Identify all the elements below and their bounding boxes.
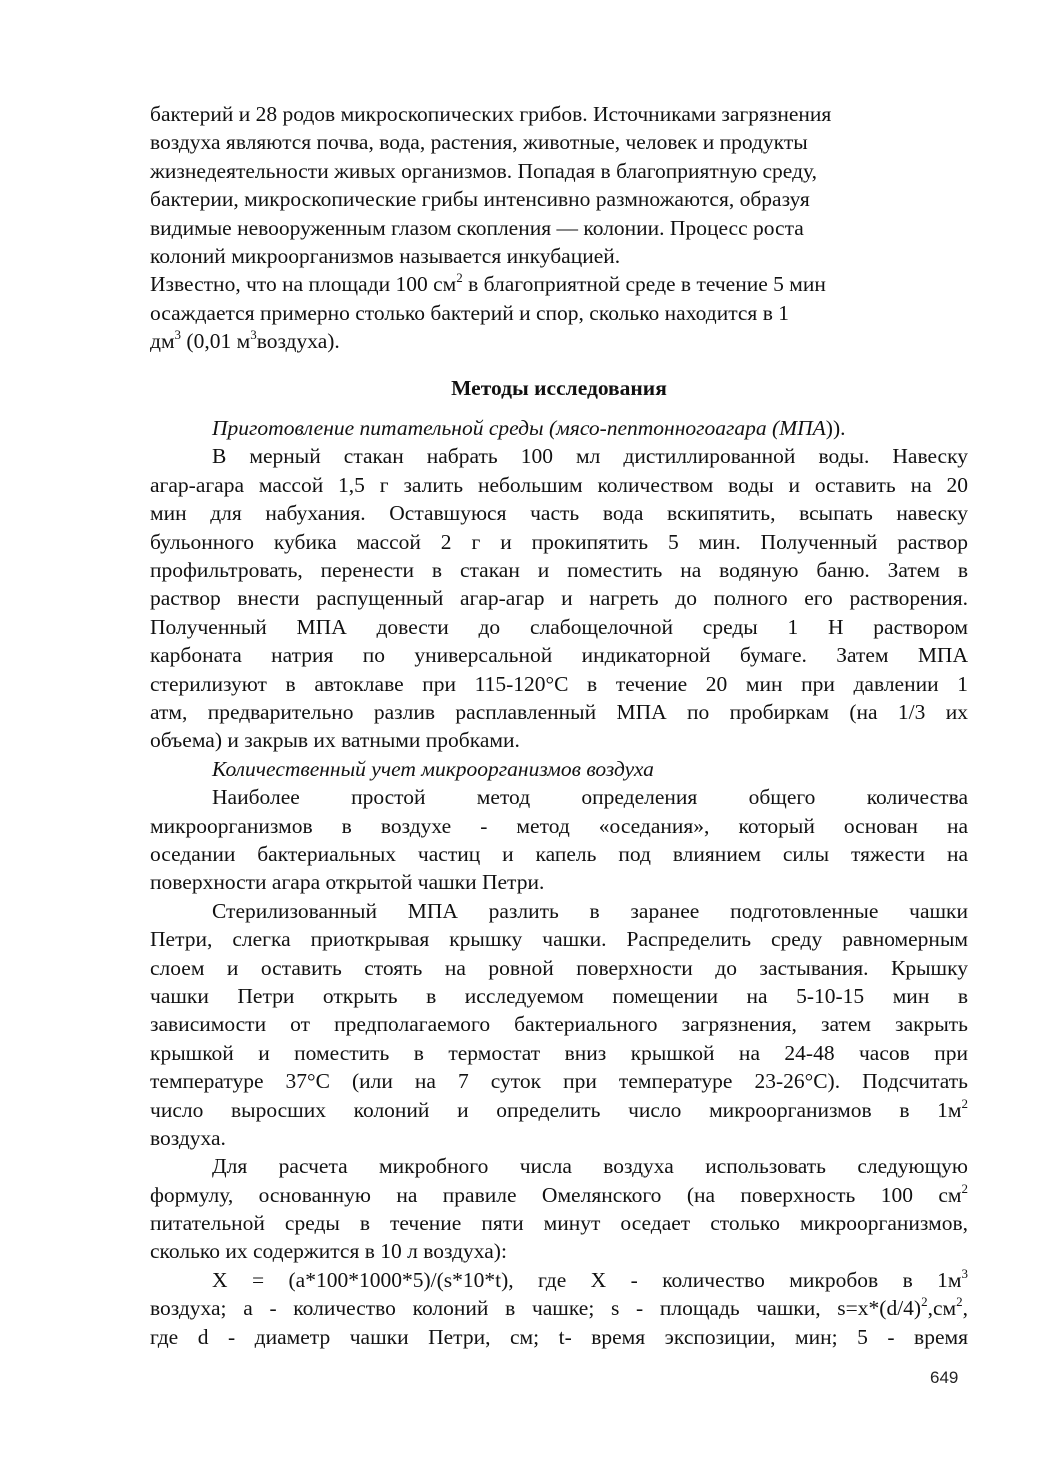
text-fragment: дм: [150, 329, 175, 354]
text-fragment: )).: [825, 416, 846, 441]
text-fragment: ,см: [927, 1296, 957, 1321]
text-line: колоний микроорганизмов называется инкубацией.: [150, 244, 621, 269]
justified-line: слоем и оставить стоять на ровной поверхности до застывания. Крышку: [150, 955, 968, 980]
justified-line: температуре 37°С (или на 7 суток при температуре 23-26°С). Подсчитать: [150, 1069, 968, 1094]
page-body: [150, 100, 968, 1351]
justified-line: Для расчета микробного числа воздуха использовать следующую: [212, 1154, 968, 1179]
superscript: 3: [250, 327, 257, 343]
justified-line: микроорганизмов в воздухе - метод «оседания», который основан на: [150, 813, 968, 838]
page-number: 649: [930, 1368, 959, 1387]
text-line: сколько их содержится в 10 л воздуха):: [150, 1239, 507, 1264]
subsection-title-text: Приготовление питательной среды (мясо-пептонногоагара (МПА: [212, 416, 826, 441]
justified-line: Наиболее простой метод определения общего количества: [212, 785, 968, 810]
superscript: 2: [456, 270, 463, 286]
text-line: бактерий и 28 родов микроскопических грибов. Источниками загрязнения: [150, 102, 832, 126]
superscript: 2: [961, 1095, 968, 1111]
text-line: бактерии, микроскопические грибы интенсивно размножаются, образуя: [150, 187, 810, 212]
text-fragment: число выросших колоний и определить число микроорганизмов в 1м: [150, 1097, 962, 1122]
justified-line: Полученный МПА довести до слабощелочной среды 1 Н раствором: [150, 614, 968, 639]
justified-line: атм, предварительно разлив расплавленный МПА по пробиркам (на 1/3 их: [150, 699, 968, 724]
text-fragment: воздуха).: [256, 329, 340, 354]
text-line: воздуха являются почва, вода, растения, животные, человек и продукты: [150, 130, 808, 155]
justified-line: крышкой и поместить в термостат вниз крышкой на 24-48 часов при: [150, 1040, 968, 1065]
superscript: 2: [921, 1294, 928, 1310]
justified-line: [150, 1181, 968, 1209]
justified-line: стерилизуют в автоклаве при 115-120°С в течение 20 мин при давлении 1: [150, 671, 968, 696]
text-fragment: в благоприятной среде в течение 5 мин: [462, 272, 826, 297]
text-fragment: формулу, основанную на правиле Омелянского (на поверхность 100 см: [150, 1182, 962, 1207]
text-fragment: Х = (a*100*1000*5)/(s*10*t), где Х - количество микробов в 1м: [212, 1267, 962, 1292]
text-line: осаждается примерно столько бактерий и спор, сколько находится в 1: [150, 300, 789, 325]
subsection-title: [150, 414, 968, 442]
superscript: 3: [961, 1265, 968, 1281]
justified-line: профильтровать, перенести в стакан и поместить на водяную баню. Затем в: [150, 558, 968, 583]
justified-line: где d - диаметр чашки Петри, см; t- время экспозиции, мин; 5 - время: [150, 1324, 968, 1349]
formula-line: [150, 1294, 968, 1322]
superscript: 3: [174, 327, 182, 343]
text-fragment: воздуха; а - количество колоний в чашке; s - площадь чашки, s=х*(d/4): [150, 1296, 922, 1321]
subsection-title: Количественный учет микроорганизмов воздуха: [212, 756, 654, 781]
superscript: 2: [956, 1294, 963, 1310]
formula-line: [150, 1266, 968, 1294]
justified-line: зависимости от предполагаемого бактериального загрязнения, затем закрыть: [150, 1012, 968, 1037]
justified-line: агар-агара массой 1,5 г залить небольшим количеством воды и оставить на 20: [150, 472, 968, 497]
justified-line: оседании бактериальных частиц и капель под влиянием силы тяжести на: [150, 841, 968, 866]
justified-line: питательной среды в течение пяти минут оседает столько микроорганизмов,: [150, 1211, 968, 1236]
justified-line: бульонного кубика массой 2 г и прокипятить 5 мин. Полученный раствор: [150, 529, 968, 554]
text-line: [150, 270, 968, 298]
justified-line: карбоната натрия по универсальной индикаторной бумаге. Затем МПА: [150, 643, 968, 668]
text-line: воздуха.: [150, 1125, 226, 1150]
justified-line: мин для набухания. Оставшуюся часть вода вскипятить, всыпать навеску: [150, 501, 968, 526]
text-line: жизнедеятельности живых организмов. Попадая в благоприятную среду,: [150, 158, 817, 183]
text-fragment: ,: [962, 1296, 968, 1321]
text-fragment: (0,01 м: [181, 329, 251, 354]
section-heading: Методы исследования: [451, 375, 667, 400]
text-line: поверхности агара открытой чашки Петри.: [150, 870, 545, 895]
text-line: [150, 327, 968, 355]
superscript: 2: [961, 1180, 968, 1196]
text-line: объема) и закрыв их ватными пробками.: [150, 728, 520, 753]
text-line: видимые невооруженным глазом скопления — колонии. Процесс роста: [150, 215, 804, 240]
justified-line: Петри, слегка приоткрывая крышку чашки. Распределить среду равномерным: [150, 927, 968, 952]
justified-line: Стерилизованный МПА разлить в заранее подготовленные чашки: [212, 898, 968, 923]
justified-line: В мерный стакан набрать 100 мл дистиллированной воды. Навеску: [212, 444, 968, 469]
justified-line: [150, 1096, 968, 1124]
text-fragment: Известно, что на площади 100 см: [150, 272, 457, 297]
justified-line: раствор внести распущенный агар-агар и нагреть до полного его растворения.: [150, 586, 968, 611]
justified-line: чашки Петри открыть в исследуемом помещении на 5-10-15 мин в: [150, 983, 968, 1008]
